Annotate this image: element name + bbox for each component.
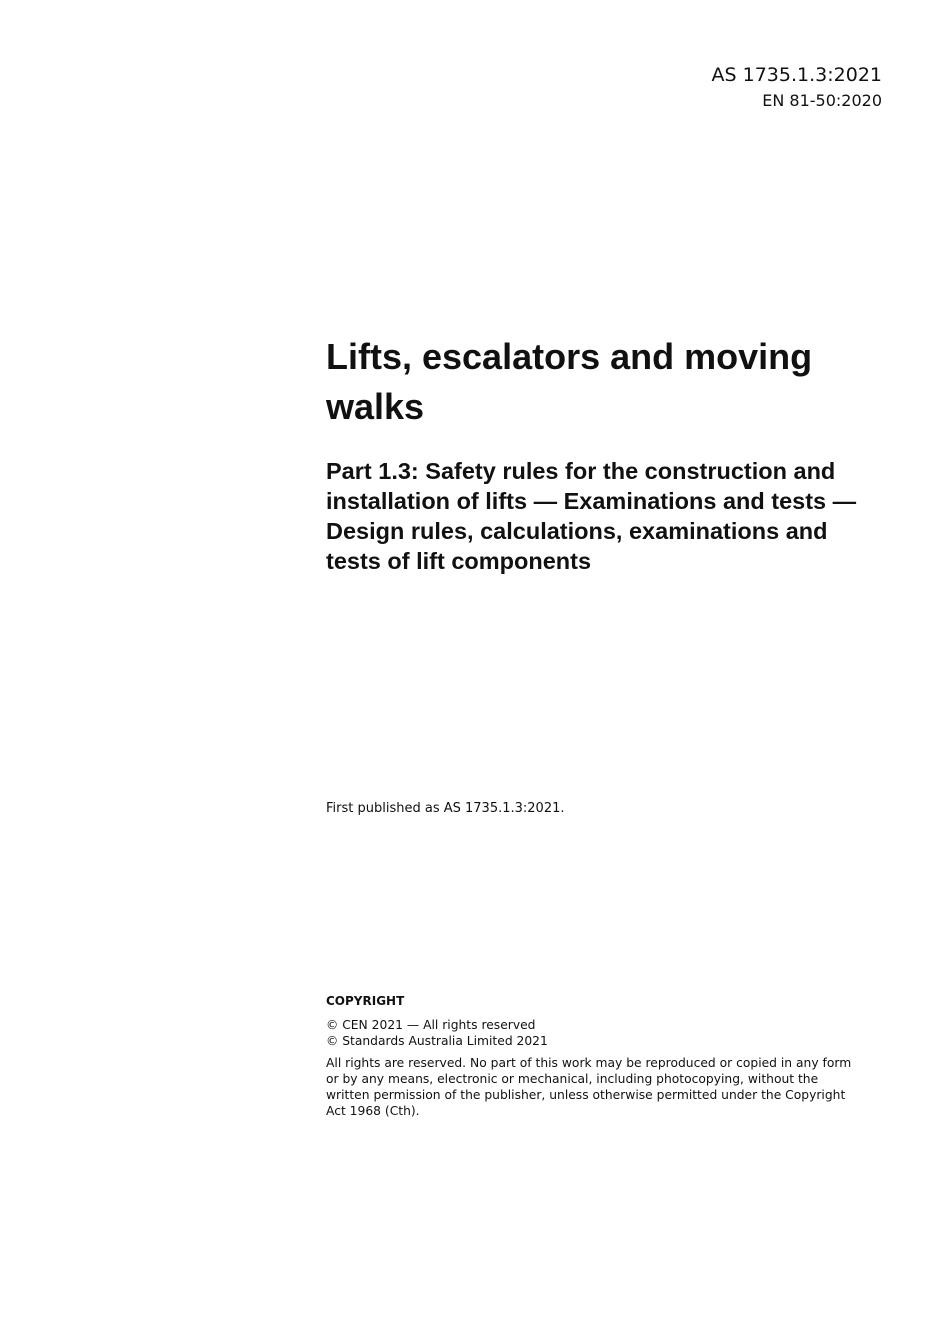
document-title: Lifts, escalators and moving walks <box>326 336 813 427</box>
copyright-heading: COPYRIGHT <box>326 994 405 1008</box>
copyright-line-standards-australia: © Standards Australia Limited 2021 <box>326 1034 548 1048</box>
copyright-holders <box>326 1017 548 1049</box>
copyright-line-cen: © CEN 2021 — All rights reserved <box>326 1018 536 1032</box>
document-subtitle: Part 1.3: Safety rules for the construction and installation of lifts — Examinations and tests — Design rules, calculations, examinations and tests of lift components <box>326 458 857 574</box>
first-published-note: First published as AS 1735.1.3:2021. <box>326 801 565 816</box>
adopted-standard-number: EN 81-50:2020 <box>762 91 882 110</box>
standard-number: AS 1735.1.3:2021 <box>711 64 882 86</box>
rights-reserved-notice: All rights are reserved. No part of this work may be reproduced or copied in any form or by any means, electronic or mechanical, including photocopying, without the written permission of the publisher, unless otherwise permitted under the Copyright Act 1968 (Cth). <box>326 1056 852 1118</box>
